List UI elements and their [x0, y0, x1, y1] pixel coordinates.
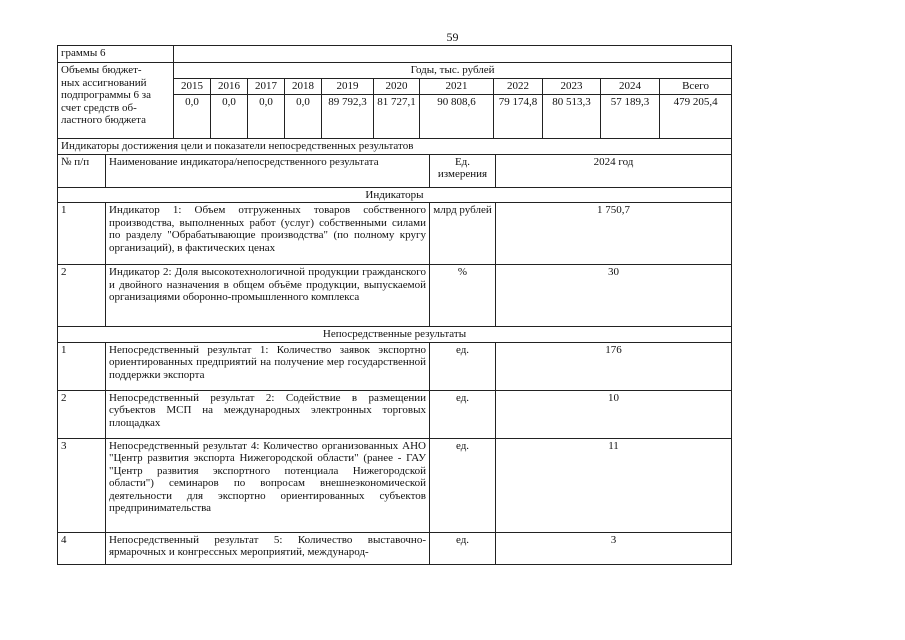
result-row: [58, 390, 732, 438]
year-value-cell: 80 513,3: [543, 95, 601, 139]
row-name: Непосредственный результат 4: Количество организованных АНО "Центр развития экспорта Нижегородской области" (ранее - ГАУ "Центр развития экспортного потенциала Нижегородской области") семинаров по вопросам внешнеэкономической деятельности для экспортно ориентированных субъектов предпринимательства: [106, 438, 430, 532]
col-unit-header: Ед. измерения: [430, 154, 496, 187]
budget-header-empty: [174, 46, 732, 63]
year-header-cell: 2024: [601, 79, 660, 95]
col-year-header: 2024 год: [496, 154, 732, 187]
year-header-cell: 2023: [543, 79, 601, 95]
year-value-cell: 79 174,8: [494, 95, 543, 139]
row-name: Непосредственный результат 2: Содействие в размещении субъектов МСП на международных электронных торговых площадках: [106, 390, 430, 438]
result-row: [58, 532, 732, 564]
row-unit: млрд рублей: [430, 203, 496, 265]
indicator-row: [58, 203, 732, 265]
row-num: 4: [58, 532, 106, 564]
budget-label-line: ных ассигнований: [61, 76, 147, 89]
result-row: [58, 438, 732, 532]
row-unit: %: [430, 265, 496, 327]
row-num: 2: [58, 390, 106, 438]
row-value: 3: [496, 532, 732, 564]
row-num: 1: [58, 342, 106, 390]
year-value-cell: 89 792,3: [322, 95, 374, 139]
row-value: 10: [496, 390, 732, 438]
row-name: Непосредственный результат 1: Количество заявок экспортно ориентированных предприятий на получение мер государственной поддержки экспорта: [106, 342, 430, 390]
row-value: 1 750,7: [496, 203, 732, 265]
row-unit: ед.: [430, 532, 496, 564]
year-header-cell: 2015: [174, 79, 211, 95]
year-value-cell: 90 808,6: [420, 95, 494, 139]
indicators-section-title: Индикаторы достижения цели и показатели непосредственных результатов: [58, 139, 732, 155]
year-header-cell: 2016: [211, 79, 248, 95]
budget-label-line: счет средств об-: [61, 101, 137, 114]
row-name: Индикатор 2: Доля высокотехнологичной продукции гражданского и двойного назначения в общем объёме продукции, выпускаемой организациями оборонно-промышленного комплекса: [106, 265, 430, 327]
year-value-cell: 0,0: [285, 95, 322, 139]
row-num: 1: [58, 203, 106, 265]
page-number: 59: [446, 30, 459, 44]
budget-table: [57, 45, 732, 139]
year-header-cell: 2022: [494, 79, 543, 95]
budget-label: [58, 63, 174, 139]
budget-header-cut: граммы 6: [58, 46, 174, 63]
year-value-cell: 0,0: [248, 95, 285, 139]
document-body: [57, 45, 731, 565]
indicators-table: [57, 138, 732, 565]
budget-label-line: ластного бюджета: [61, 114, 146, 126]
year-header-cell: 2019: [322, 79, 374, 95]
indicator-row: [58, 265, 732, 327]
col-name-header: Наименование индикатора/непосредственного результата: [106, 154, 430, 187]
row-value: 11: [496, 438, 732, 532]
row-value: 30: [496, 265, 732, 327]
year-header-cell: 2017: [248, 79, 285, 95]
row-name: Индикатор 1: Объем отгруженных товаров собственного производства, выполненных работ (услуг) собственными силами по разделу "Обрабатывающие производства" (по полному кругу организаций), в фактических ценах: [106, 203, 430, 265]
col-num-header: № п/п: [58, 154, 106, 187]
year-header-cell: 2021: [420, 79, 494, 95]
year-header-cell: 2018: [285, 79, 322, 95]
years-title: Годы, тыс. рублей: [174, 63, 732, 79]
budget-label-line: Объемы бюджет-: [61, 64, 142, 76]
year-header-cell: 2020: [374, 79, 420, 95]
row-unit: ед.: [430, 342, 496, 390]
row-value: 176: [496, 342, 732, 390]
row-name: Непосредственный результат 5: Количество выставочно-ярмарочных и конгрессных мероприятий, международ-: [106, 532, 430, 564]
row-unit: ед.: [430, 390, 496, 438]
row-num: 3: [58, 438, 106, 532]
row-unit: ед.: [430, 438, 496, 532]
group-results-title: Непосредственные результаты: [58, 327, 732, 343]
year-value-cell: 81 727,1: [374, 95, 420, 139]
year-value-cell: 0,0: [211, 95, 248, 139]
result-row: [58, 342, 732, 390]
year-value-cell: 57 189,3: [601, 95, 660, 139]
row-num: 2: [58, 265, 106, 327]
year-header-cell: Всего: [660, 79, 732, 95]
year-value-cell: 0,0: [174, 95, 211, 139]
budget-label-line: подпрограммы 6 за: [61, 89, 151, 101]
group-indicators-title: Индикаторы: [58, 187, 732, 203]
year-value-cell: 479 205,4: [660, 95, 732, 139]
